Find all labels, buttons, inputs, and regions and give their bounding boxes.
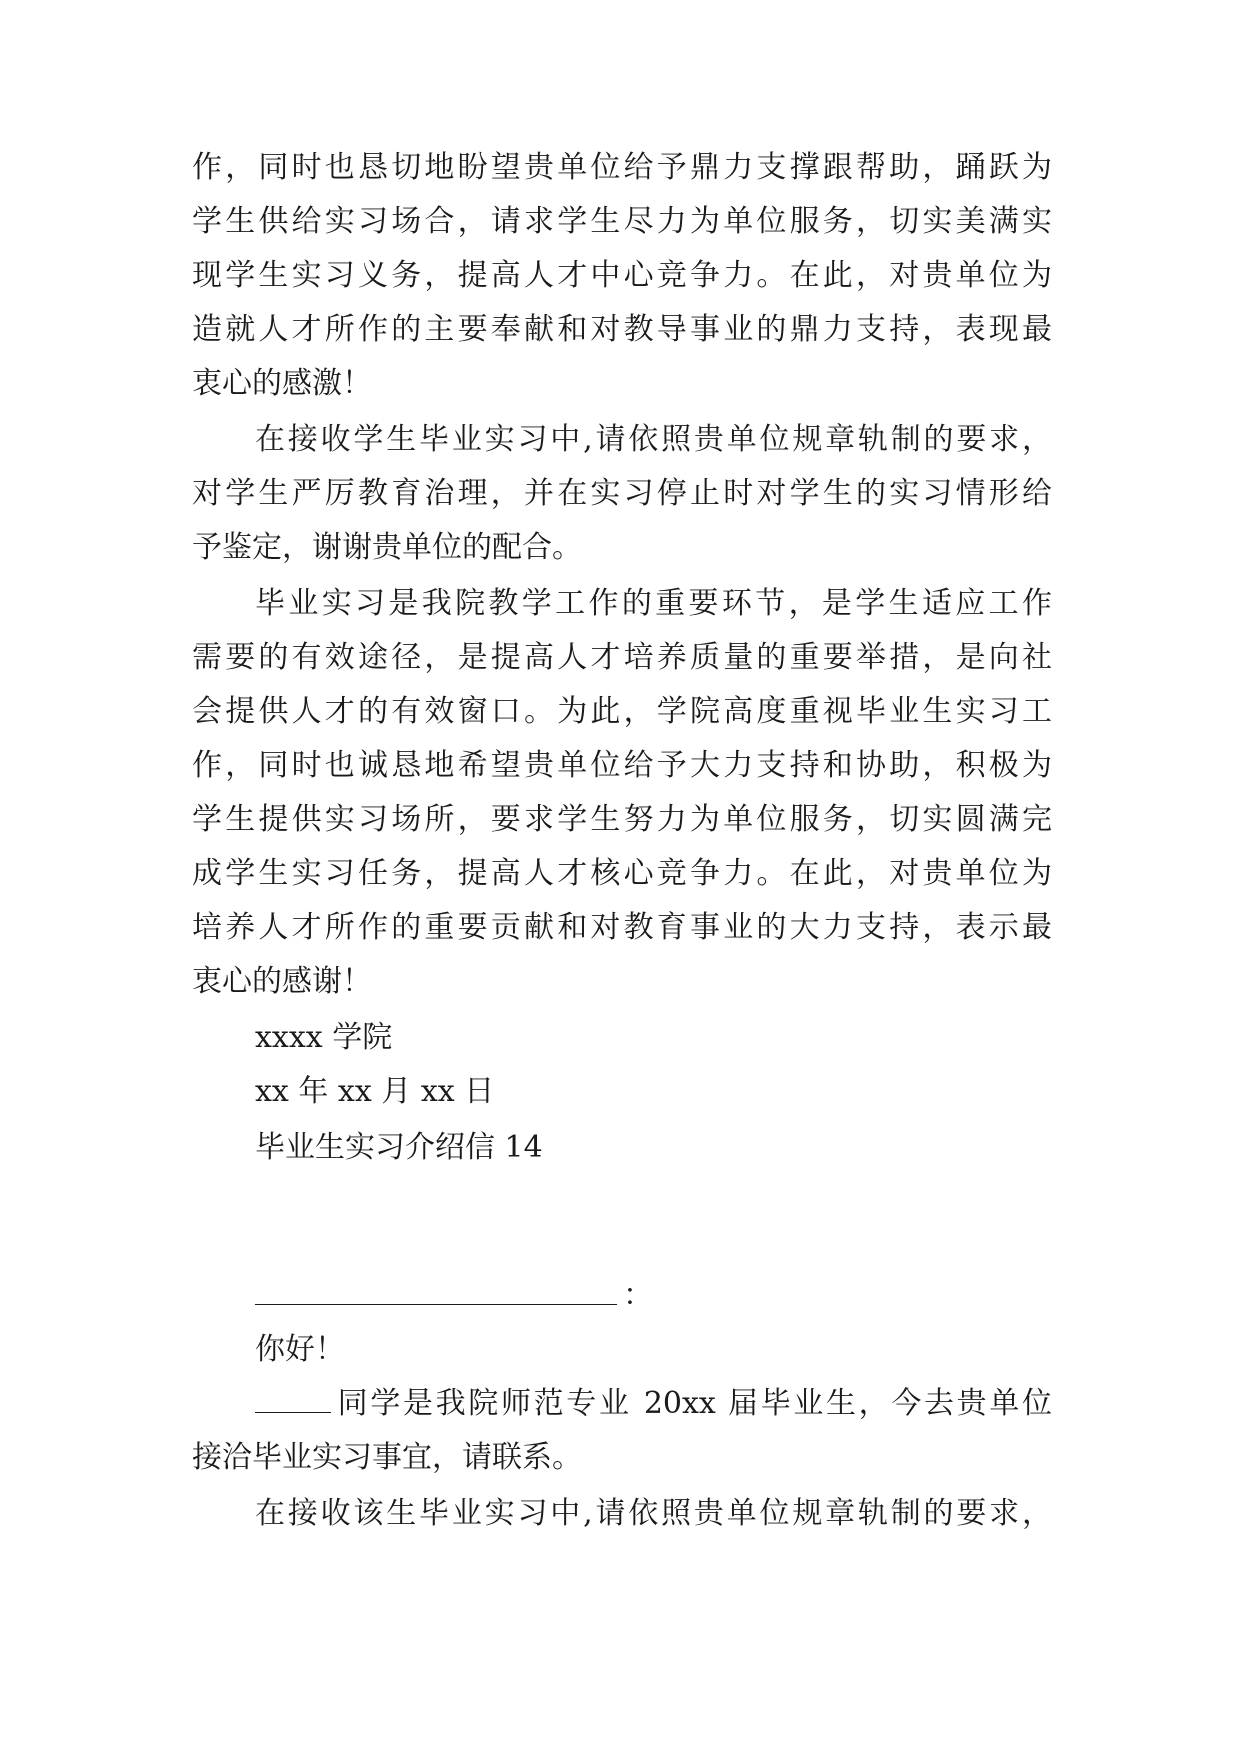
addressee-colon: ： (623, 1278, 653, 1313)
addressee-line (255, 1276, 655, 1316)
body-text-line: 衷心的感谢！ (192, 964, 372, 999)
body-text-line: 现学生实习义务，提高人才中心竞争力。在此，对贵单位为 (192, 258, 1052, 293)
body-text-line: 在接收该生毕业实习中,请依照贵单位规章轨制的要求， (255, 1496, 1052, 1531)
body-text-line: 衷心的感激！ (192, 366, 372, 401)
body-text-line: 造就人才所作的主要奉献和对教导事业的鼎力支持，表现最 (192, 312, 1052, 347)
body-text-line: 成学生实习任务，提高人才核心竞争力。在此，对贵单位为 (192, 856, 1052, 891)
signature-institution: xxxx 学院 (255, 1020, 393, 1055)
body-text-line: 在接收学生毕业实习中,请依照贵单位规章轨制的要求， (255, 422, 1052, 457)
body-text-line: 需要的有效途径，是提高人才培养质量的重要举措，是向社 (192, 640, 1052, 675)
body-text-line: 学生提供实习场所，要求学生努力为单位服务，切实圆满完 (192, 802, 1052, 837)
letter-title: 毕业生实习介绍信 14 (255, 1130, 543, 1165)
body-text-span: 同学是我院师范专业 20xx 届毕业生，今去贵单位 (335, 1386, 1052, 1421)
body-text-line: 培养人才所作的重要贡献和对教育事业的大力支持，表示最 (192, 910, 1052, 945)
signature-date: xx 年 xx 月 xx 日 (255, 1074, 495, 1109)
body-text-line: 学生供给实习场合，请求学生尽力为单位服务，切实美满实 (192, 204, 1052, 239)
body-text-line (255, 1384, 1052, 1424)
addressee-blank (255, 1276, 617, 1305)
body-text-line: 作，同时也恳切地盼望贵单位给予鼎力支撑跟帮助，踊跃为 (192, 150, 1052, 185)
body-text-line: 毕业实习是我院教学工作的重要环节，是学生适应工作 (255, 586, 1052, 621)
greeting: 你好！ (255, 1332, 345, 1367)
body-text-line: 接洽毕业实习事宜，请联系。 (192, 1440, 582, 1475)
body-text-line: 会提供人才的有效窗口。为此，学院高度重视毕业生实习工 (192, 694, 1052, 729)
body-text-line: 对学生严厉教育治理，并在实习停止时对学生的实习情形给 (192, 476, 1052, 511)
student-name-blank (255, 1384, 331, 1413)
body-text-line: 予鉴定，谢谢贵单位的配合。 (192, 530, 582, 565)
body-text-line: 作，同时也诚恳地希望贵单位给予大力支持和协助，积极为 (192, 748, 1052, 783)
